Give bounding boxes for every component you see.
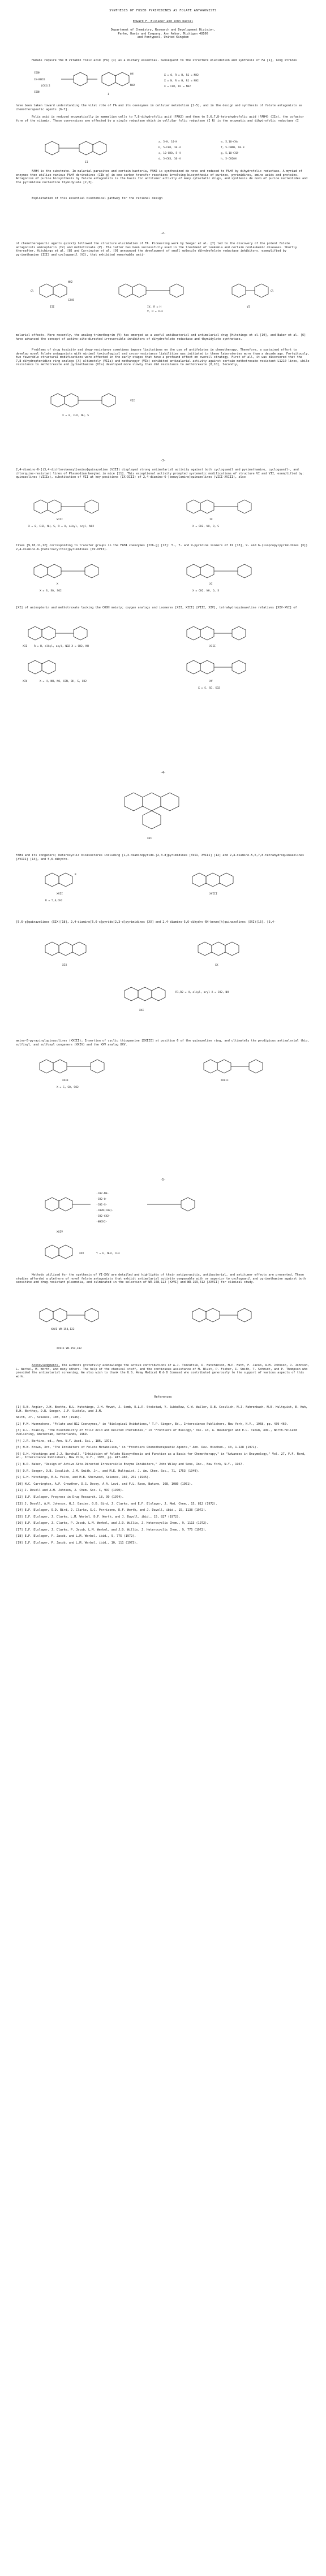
struct-XIII-ring-1 [187, 626, 200, 640]
struct-VI-cl: Cl [271, 290, 274, 293]
reference-item: [4] J.R. Bertino, ed., Ann. N.Y. Acad. Sci., 186, 1971. [16, 1439, 113, 1443]
struct-XVI-ring-3 [161, 793, 179, 811]
struct-XXV-ring-2 [59, 1245, 72, 1259]
reference-item: [8] D.R. Seeger, D.B. Cosulich, J.M. Smith, Jr., and M.E. Hultquist, J. Am. Chem. Soc., 71, 1753 (1949). [16, 1469, 200, 1473]
reference-item: [16] E.F. Elslager, J. Clarke, P. Jacob, L.M. Werbel, and J.D. Willis, J. Heterocyclic Chem., 9, 1113 (1972). [16, 1522, 209, 1525]
references-list [16, 1406, 310, 1548]
structures-X-XI [23, 560, 306, 603]
struct-XXIV-sub-3: -CH2-S- [96, 1204, 108, 1207]
struct-XXIV-sub-1: -CH2-NH- [96, 1192, 109, 1195]
structure-XXV [34, 1242, 260, 1270]
struct-XII-subs: R = H, alkyl, acyl, NO2 X = CH2, NH [34, 645, 89, 648]
struct-II-formula: II [85, 161, 88, 164]
structures-XII-XV [17, 622, 306, 701]
struct-IV-formula: IV, R = H [147, 306, 161, 309]
structure-XXIV [34, 1187, 300, 1239]
struct-VIII-ring-1 [34, 500, 48, 513]
struct-XXIV-sub-5: -CH2-CH2- [96, 1215, 110, 1218]
struct-XVIII-ring-3 [220, 873, 233, 887]
struct-XXVII-formula: XXVII WR-159,412 [57, 1347, 82, 1350]
struct-XIX-formula: XIX [62, 964, 67, 967]
page-number-5: -5- [160, 1178, 166, 1182]
struct-IX-benzene [238, 500, 251, 513]
paragraph-14: Methods utilized for the synthesis of VI-XXV are detailed and highlights of their antiparasitic, antibacterial, and antitumor effects are presented. These studies afforded a plethora of novel folate antagonists that exhibit antimalarial activity comparable with or superior to cycloguanil and pyrimethamine against both sensitive and drug-resistant plasmodia, and culminated in the selection of WR-158,122 [XXVI] and WR-159,412 [XXVII] for clinical study. [16, 1273, 306, 1285]
structure-VII [40, 388, 289, 422]
structures-XIX-XXI [23, 934, 306, 1036]
struct-I-ring-2 [102, 72, 115, 86]
reference-item: [3] R.L. Blakley, "The Biochemistry of Folic Acid and Related Pteridines," in "Frontiers of Biology," Vol. 13, A. Neuberger and E.L. Tatum, eds., North-Holland Publishing, Amsterdam, Netherlands, 1969. [16, 1429, 297, 1436]
struct-IV-ring-1 [119, 284, 132, 297]
struct-XXV-formula: XXV [79, 1252, 84, 1255]
affiliation-line-1: Department of Chemistry, Research and Development Division, [110, 28, 216, 32]
struct-XV-ring-1 [187, 660, 200, 674]
paragraph-2: Folic acid is reduced enzymatically in mammalian cells to 7,8-dihydrofolic acid (FAH2) and then to 5,6,7,8-tetrahydrofolic acid (FAH4) (IIa), the cofactor form of the vitamin. These conversions are effected by a single reductase which in cellular folic reductase (I R) is the enzymatic and dihydrofolic reductase (I [16, 115, 304, 123]
struct-XX-formula: XX [215, 964, 218, 967]
struct-XIX-ring-1 [45, 942, 59, 956]
struct-XIX-ring-3 [72, 942, 86, 956]
struct-XI-ring-2 [200, 564, 214, 578]
struct-XIV-ring-1 [28, 660, 42, 674]
struct-XVII-ring-1 [45, 873, 59, 887]
structures-XXII-XXIII [23, 1055, 306, 1106]
paragraph-11: FAH4 and its congeners; heterocyclic bioisosteres including [1,3-diaminopyrido-[2,3-d]pyrimidines [XVII, XVIII] [12] and 2,4-diamino-5,6,7,8-tetrahydroquinazolines [XVIII] [14], and 5,6-dihydro- [16, 854, 304, 861]
reference-item: [2] F.M. Huennekens, "Folate and B12 Coenzymes," in "Biological Oxidations," T.P. Singer, Ed., Interscience Publishers, New York, N.Y., 1968, pp. 439-460. [16, 1422, 288, 1426]
paragraph-7: Problems of drug toxicity and drug-resistance sometimes impose limitations on the use of antifolates in chemotherapy. Therefore, a sustained effort to develop novel folate antagonists with minimal toxicological and cross-resistance liabilities was initiated in these laboratories more than a decade ago. Fortuitously, two favorable structural modifications were effected in the early stages that have a profound effect on overall strategy. First of all, it was discovered that the 7,8-dihydropteridine ring analogs [X] ultimately (VIIa) and methanopyr (VIb) exhibited antimalarial activity against certain methotrexate-resistant L1210 lines, while resistance to methotrexate and pyrimethamine (VIa) developed more slowly than did resistance to methotrexate [8,10], Secondly, [16, 348, 310, 367]
reference-item: [5] H.W. Brown, 3rd, "The Inhibitors of Folate Metabolism," in "Frontiers Chemotherapeutic Agents," Ann. Rev. Biochem., 40, 1-228 (1971). [16, 1446, 258, 1450]
struct-VII-formula: VII [130, 400, 135, 403]
struct-IV-benzene [170, 284, 183, 297]
ack-heading: Acknowledgments. [32, 1364, 60, 1367]
struct-XII-benzene [74, 626, 87, 640]
struct-XIV-subs: X = H, NH, NO, CON, OH, S, CH2 [40, 680, 87, 683]
paragraph-10: [XI] of aminopterin and methotrexate lacking the COOH moiety; oxygen analogs and isomeres [XII, XIII] [VIII, XIV], tetrahydroquinazoline relatives [XIV-XVI] of [16, 606, 297, 610]
reference-item: [19] E.F. Elslager, P. Jacob, and L.M. Werbel, ibid., 10, 111 (1973). [16, 1541, 138, 1545]
struct-XXV-subs: Y = H, NH2, CH3 [96, 1252, 120, 1255]
struct-XVI-ring-1 [125, 793, 143, 811]
struct-X-subs: X = S, SO, SO2 [40, 590, 62, 593]
struct-III-ring-2 [53, 284, 67, 297]
struct-XV-formula: XV [209, 680, 213, 683]
struct-V-formula: V, R = CH3 [147, 310, 163, 313]
struct-I-sub-1: X = 0, R = H, R1 = NH2 [164, 74, 199, 77]
struct-I-sub-3: X = CH2, R1 = NH2 [164, 85, 191, 88]
struct-I-formula: I [108, 93, 109, 96]
struct-XX-ring-2 [212, 942, 225, 956]
struct-XXVI-benzene [85, 1308, 98, 1322]
struct-XXII-subs: X = S, SO, SO2 [57, 1086, 79, 1089]
struct-XII-ring-2 [42, 626, 55, 640]
reference-item: [6] G.H. Hitchings and J.J. Burchall, "Inhibition of Folate Biosynthesis and Function as a Basis for Chemotherapy," in "Advances in Enzymology," Vol. 27, F.F. Nord, ed., Interscience Publishers, New York, N.Y., 1965, pp. 417-468. [16, 1452, 306, 1460]
struct-IV-ring-2 [132, 284, 146, 297]
struct-XIX-ring-2 [59, 942, 72, 956]
struct-II-benzene [45, 141, 59, 155]
struct-XXI-subs: R1,R2 = H, alkyl, aryl X = CH2, NH [175, 991, 229, 994]
struct-VIII-formula: VIII [57, 518, 63, 521]
struct-XXVI-ring-1 [40, 1308, 53, 1322]
struct-XX-ring-1 [198, 942, 212, 956]
reference-item: [1] R.B. Angier, J.H. Boothe, B.L. Hutchings, J.H. Mowat, J. Semb, E.L.R. Stokstad, Y. SubbaRow, C.W. Waller, D.B. Cosulich, M.J. Fahrenbach, M.E. Hultquist, E. Kuh, E.H. Northey, D.R. Seeger, J.P. Sickels, and J.M. [16, 1406, 308, 1413]
struct-I-ring-3 [115, 72, 129, 86]
struct-VI-formula: VI [247, 306, 250, 309]
struct-XXVII-benzene [238, 1308, 251, 1322]
struct-XXII-ring-1 [40, 1060, 53, 1073]
reference-item: Smith, Jr., Science, 103, 667 (1946). [16, 1416, 82, 1420]
reference-item: [7] B.R. Baker, "Design of Active-Site-Directed Irreversible Enzyme Inhibitors," John Wiley and Sons, Inc., New York, N.Y., 1967. [16, 1462, 244, 1466]
struct-XVII-r: R [75, 874, 76, 876]
struct-I-label-cooh: COOH [34, 72, 41, 75]
struct-II-sub-b: b, 5-CHO, 10-H [158, 146, 181, 149]
reference-item: [9] G.H. Hitchings, E.A. Falco, and M.B. Sherwood, Science, 102, 251 (1945). [16, 1476, 151, 1480]
struct-XIII-ring-2 [200, 626, 214, 640]
reference-item: [12] E.F. Elslager, Progress in Drug Research, 18, 99 (1974). [16, 1495, 124, 1499]
struct-II-sub-c: c, 10-CHO, 5-H [158, 152, 181, 155]
struct-IX-ring-2 [200, 500, 214, 513]
struct-XIII-formula: XIII [209, 645, 216, 648]
struct-XXIV-sub-6: -NHCH2- [96, 1221, 108, 1224]
struct-XII-ring-1 [28, 626, 42, 640]
reference-item: [11] J. Davoll and A.M. Johnson, J. Chem. Soc. C, 997 (1970). [16, 1489, 124, 1493]
struct-XI-subs: X = CH2, NH, O, S [192, 590, 220, 593]
struct-I-label-nh2: NH2 [130, 84, 135, 87]
struct-XXIV-formula: XXIV [57, 1231, 63, 1234]
page-number-4: -4- [160, 771, 166, 775]
struct-VIII-subs: X = 0, CH2, NH, S, R = H, alkyl, aryl, NO2 [28, 525, 95, 528]
reference-item: [14] E.F. Elslager, O.D. Bird, J. Clarke, S.C. Perricone, D.F. Worth, and J. Davoll, ibid., 15, 1138 (1972). [16, 1509, 207, 1512]
paragraph-1: have been taken toward understanding the vital role of FA and its coenzymes in cellular metabolism [2-5], and in the design and synthesis of folate antagonists as chemotherapeutic agents [6-7]. [16, 104, 302, 111]
struct-XXII-benzene [91, 1060, 104, 1073]
struct-VII-ring-1 [51, 394, 65, 407]
struct-X-ring-1 [34, 564, 48, 578]
struct-XI-formula: XI [209, 583, 213, 586]
paragraph-9: tives [9,10,11,12] corresponding to transfer groups in the FAH4 coenzymes [IIb-g] [12]: 5-, 7- and 9-pyridine isomers of IX [13], 9- and 6-(isopropylpyrimidines [X]) 2,4-diamino-6-[heteroarylthio]pyrimidines (XV-XVII). [16, 544, 308, 551]
reference-item: [18] E.F. Elslager, P. Jacob, and L.M. Werbel, ibid., 9, 775 (1972). [16, 1535, 136, 1538]
struct-XXII-formula: XXII [62, 1079, 69, 1082]
struct-III-et: C2H5 [68, 299, 75, 302]
struct-X-benzene [85, 564, 98, 578]
struct-XIII-benzene [232, 626, 246, 640]
struct-VIII-benzene [85, 500, 98, 513]
paragraph-12: [5,6-g]quinazolines (XIX)[18], 2,4-diamino[5,6-c]pyrido[2,3-d]pyrimidines [XX] and 2,4-diamino-5,6-dihydro-6H-benzo[h]quinazolines (XXI)[15], [3,4- [16, 920, 276, 924]
struct-XXVI-formula: XXVI WR-158,122 [51, 1328, 75, 1331]
reference-item: [10] H.C. Carrington, A.F. Crowther, D.G. Davey, A.A. Levi, and F.L. Rose, Nature, 168, 1080 (1951). [16, 1482, 193, 1486]
struct-II-sub-a: a, 5-H, 10-H [158, 141, 178, 144]
struct-XVIII-formula: XVIII [209, 893, 217, 896]
acknowledgments [16, 1364, 310, 1378]
reference-item: [13] J. Davoll, A.M. Johnson, H.J. Davies, O.D. Bird, J. Clarke, and E.F. Elslager, J. Med. Chem., 15, 812 (1972). [16, 1502, 218, 1506]
structures-XVII-XVIII [23, 868, 306, 917]
struct-XII-formula: XII [23, 645, 28, 648]
affiliation-line-2: Parke, Davis and Company, Ann Arbor, Michigan 48106 [118, 32, 208, 36]
reference-item: [15] E.F. Elslager, J. Clarke, L.M. Werbel, D.F. Worth, and J. Davoll, ibid., 15, 827 (1972). [16, 1515, 181, 1519]
reference-item: [17] E.F. Elslager, J. Clarke, P. Jacob, L.M. Werbel, and J.D. Willis, J. Heterocyclic Chem., 9, 775 (1972). [16, 1528, 207, 1532]
struct-II-sub-d: d, 5-CH3, 10-H [158, 158, 181, 161]
structure-II [17, 137, 300, 168]
references-heading: References [154, 1395, 172, 1399]
struct-XXVII-ring-1 [192, 1308, 206, 1322]
paragraph-6: malarial effects. More recently, the analog trimethoprim (V) has emerged as a useful antibacterial and antimalarial drug [Hitchings et al.[10], and Baker et al. [6] have advanced the concept of active-site-directed irreversible inhibitors of dihydrofolate reductase and thymidylate synthetase. [16, 334, 306, 341]
struct-XVII-ring-2 [59, 873, 72, 887]
affiliation-line-3: and Pontypool, United Kingdom [137, 36, 189, 40]
struct-VII-benzene [102, 394, 115, 407]
struct-XXIV-sub-2: -CH2-O- [96, 1198, 108, 1201]
struct-I-label-ch: CH-NHCO [34, 79, 45, 81]
struct-XXII-ring-2 [53, 1060, 67, 1073]
struct-XV-ring-2 [200, 660, 214, 674]
struct-XVIII-ring-1 [192, 873, 206, 887]
struct-VI-ring [232, 284, 246, 297]
struct-XXVII-ring-2 [206, 1308, 220, 1322]
struct-XXIV-ring-1 [45, 1198, 59, 1211]
struct-XVII-subs: R = 5,6,CH2 [45, 900, 63, 902]
struct-XXIV-sub-4: -CH2N(CH3)- [96, 1209, 114, 1212]
paper-title: SYNTHESIS OF FUSED PYRIMIDINES AS FOLATE ANTAGONISTS [109, 9, 217, 12]
structures-III-IV-V [23, 276, 306, 330]
struct-VIII-ring-2 [48, 500, 61, 513]
struct-II-ring-2 [93, 141, 106, 155]
struct-II-sub-e: e, 5,10-CH= [221, 141, 238, 144]
struct-XV-subs: X = S, SO, SO2 [198, 687, 220, 690]
struct-XI-benzene [238, 564, 251, 578]
struct-XXI-ring-1 [125, 987, 138, 1001]
struct-XXI-ring-3 [152, 987, 165, 1001]
struct-VI-benzene [255, 284, 268, 297]
struct-XXV-ring-1 [45, 1245, 59, 1259]
page-number-2: -2- [160, 232, 166, 235]
struct-III-nh2: NH2 [68, 281, 73, 284]
struct-XV-benzene [232, 660, 246, 674]
struct-I-label-oh: OH [130, 73, 134, 76]
paragraph-4: Exploitation of this essential biochemical pathway for the rational design [32, 197, 163, 200]
struct-XVI-ring-2 [143, 793, 161, 811]
structure-XVI [96, 780, 232, 848]
struct-XXI-formula: XXI [139, 1009, 144, 1012]
struct-X-ring-2 [48, 564, 61, 578]
struct-I-sub-2: X = N, R = H, R1 = NH2 [164, 80, 199, 83]
page-number-3: -3- [160, 459, 166, 463]
struct-XXVI-ring-2 [53, 1308, 67, 1322]
struct-X-formula: X [57, 583, 58, 586]
struct-VII-subs: X = 0, CH2, NH, S [62, 414, 89, 417]
struct-XVI-ring-4 [143, 811, 161, 829]
struct-XVI-formula: XVI [147, 837, 152, 840]
paragraph-8: 2,4-diamino-6-[(3,4-dichlorobenzyl)amino]quinazoline (VIII) displayed strong antimalarial activity against both cycloguanil and pyrimethamine, cycloguanil-, and chlorquine-resistant lines of Plasmodium berghei in mice [11]. This exceptional activity prompted systematic modifications of structure VI and VII, exemplified by: quinazolines (VIIIa), substitution of VII at key positions (IX-XIII) of 2,4-diamino-6-[benzylamino]quinazolines (VIII-XVIII), also [16, 468, 304, 479]
ack-text: The authors gratefully acknowledge the active contributions of A.J. Tomcufcik, D. Hutchinson, M.P. Hutt, F. Jacob, A.M. Johnson, J. Johnson, L. Werbel, M. Worth, and many others. The help of the chemical staff, and the continuous assistance of M. Blust, P. Fisher, I. Smith, T. Schmidt, and P. Thompson who provided the antimalarial screening. We also wish to thank the U.S. Army Medical R & D Command who contributed generously to the support of various aspects of this work. [16, 1364, 310, 1378]
structure-I [34, 68, 294, 102]
struct-III-cl: Cl [31, 290, 34, 293]
struct-I-label-ch2: (CH2)2 [41, 85, 50, 88]
struct-II-sub-h: h, 5-CH2OH [221, 158, 237, 161]
struct-XVIII-ring-2 [206, 873, 220, 887]
struct-III-formula: III [50, 306, 55, 309]
struct-I-benzene [74, 72, 87, 86]
struct-XXIII-ring-3 [249, 1060, 263, 1073]
struct-XXIII-formula: XXIII [221, 1079, 229, 1082]
struct-XIV-ring-2 [42, 660, 55, 674]
struct-IX-subs: X = CH2, NH, O, S [192, 525, 220, 528]
struct-XIV-formula: XIV [23, 680, 28, 683]
struct-XI-ring-1 [187, 564, 200, 578]
struct-II-sub-f: f, 5-CHNH, 10-H [221, 146, 244, 149]
structures-XXVI-XXVII [23, 1304, 306, 1358]
struct-XXIII-ring-1 [204, 1060, 217, 1073]
struct-XX-ring-3 [225, 942, 239, 956]
struct-II-sub-g: g, 5,10-CH2- [221, 152, 240, 155]
struct-XXIV-ring-2 [59, 1198, 72, 1211]
struct-XVII-formula: XVII [57, 893, 63, 896]
struct-IX-ring-1 [187, 500, 200, 513]
struct-IX-formula: IX [209, 518, 213, 521]
paragraph-5: of chemotherapeutic agents quickly followed the structure elucidation of FA. Pioneering work by Seeger et al. [7] led to the discovery of the potent folate antagonists aminopterin (IV) and methotrexate (V). The latter has been successfully used in the treatment of leukemia and certain nonleukemic diseases. Shortly thereafter, Hitchings et al. [8] and Carrington et al. [9] announced the development of small molecule dihydrofolate reductase inhibitors, exemplified by pyrimethamine (III) and cycloguanil (VI), that exhibited remarkable anti- [16, 242, 297, 257]
struct-I-label-cooh2: COOH [34, 91, 41, 94]
struct-II-ring-1 [79, 141, 93, 155]
title-block [16, 9, 310, 40]
paragraph-3: FAH4 is the substrate. In malarial parasites and certain bacteria, FAH2 is synthesized de novo and reduced to FAH4 by dihydrofolic reductase. A myriad of enzymes then utilize various FAH4 derivatives (IIb-g) in one-carbon transfer reactions involving biosynthesis of purines, pyrimidines, amino acids and proteins. Antagonism of purine biosynthesis by folate antagonists is the basis for antitumor activity of many cytostatic drugs, and synthesis de novo of purine nucleotides and the pyrimidine nucleotide thymidylate [2,3]. [16, 170, 308, 184]
structures-VIII-IX [23, 495, 306, 541]
struct-XXIII-ring-2 [217, 1060, 231, 1073]
struct-XXI-ring-2 [138, 987, 152, 1001]
authors: Edward F. Elslager and John Davoll [132, 19, 194, 23]
intro-paragraph: Humans require the B vitamin folic acid (FA) (I) as a dietary essential. Subsequent to the structure elucidation and synthesis of FA [1], long strides [32, 59, 297, 62]
paragraph-13: amino-6-pyrazinylquinazolines (XXIII); Insertion of cyclic thioquanine [XXIII] at position 6 of the quinazoline ring, and ultimately the prodigious antimalarial thio, sulfinyl, and sulfonyl congeners (XXIV) and the XXV analog XXV. [16, 1039, 310, 1047]
struct-III-ring-1 [40, 284, 53, 297]
struct-XXIV-benzene [181, 1198, 195, 1211]
struct-VII-ring-2 [65, 394, 78, 407]
